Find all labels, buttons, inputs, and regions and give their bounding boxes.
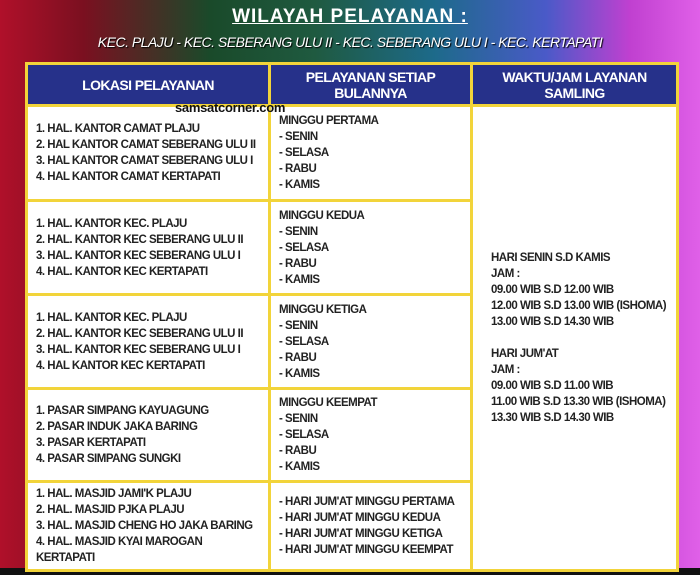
weekday-hours-line: 09.00 WIB S.D 12.00 WIB xyxy=(491,284,614,296)
schedule-item: - SELASA xyxy=(279,429,329,441)
schedule-item: - RABU xyxy=(279,163,317,175)
header-monthly-service: PELAYANAN SETIAP BULANNYA xyxy=(270,64,472,106)
location-item: 2. HAL. KANTOR KEC SEBERANG ULU II xyxy=(36,233,244,246)
schedule-item: - SELASA xyxy=(279,335,329,348)
weekday-hours-line: JAM : xyxy=(491,268,520,280)
location-item: 1. HAL. KANTOR CAMAT PLAJU xyxy=(36,123,200,135)
friday-hours-line: JAM : xyxy=(491,364,520,376)
header-location: LOKASI PELAYANAN xyxy=(27,64,270,106)
title-text: WILAYAH PELAYANAN : xyxy=(232,6,468,27)
location-item: 1. HAL. MASJID JAMI'K PLAJU xyxy=(36,488,192,500)
schedule-item: - SELASA xyxy=(279,147,329,159)
schedule-item: - KAMIS xyxy=(279,273,320,286)
schedule-item: MINGGU KETIGA xyxy=(279,303,367,316)
schedule-cell xyxy=(270,295,472,389)
location-item: 3. HAL. KANTOR KEC SEBERANG ULU I xyxy=(36,343,241,356)
watermark: samsatcorner.com xyxy=(175,100,286,115)
location-cell xyxy=(27,389,270,482)
weekday-hours-line: 12.00 WIB S.D 13.00 WIB (ISHOMA) xyxy=(491,300,667,312)
subtitle: KEC. PLAJU - KEC. SEBERANG ULU II - KEC. SEBERANG ULU I - KEC. KERTAPATI xyxy=(97,34,603,50)
schedule-item: - RABU xyxy=(279,257,317,270)
location-item: 1. HAL. KANTOR KEC. PLAJU xyxy=(36,311,187,324)
service-schedule-table xyxy=(25,62,679,572)
schedule-item: - HARI JUM'AT MINGGU PERTAMA xyxy=(279,496,455,508)
schedule-item: - KAMIS xyxy=(279,461,320,473)
schedule-item: - RABU xyxy=(279,445,317,457)
schedule-item: - HARI JUM'AT MINGGU KETIGA xyxy=(279,528,443,540)
schedule-item: - SELASA xyxy=(279,241,329,254)
location-item: 4. HAL KANTOR KEC KERTAPATI xyxy=(36,359,205,372)
schedule-cell xyxy=(270,201,472,295)
location-cell xyxy=(27,295,270,389)
location-cell xyxy=(27,106,270,201)
schedule-item: - KAMIS xyxy=(279,179,320,191)
schedule-item: - HARI JUM'AT MINGGU KEEMPAT xyxy=(279,544,454,556)
location-item: 1. HAL. KANTOR KEC. PLAJU xyxy=(36,217,187,230)
hours-gap xyxy=(491,330,668,346)
schedule-item: - SENIN xyxy=(279,225,318,238)
schedule-item: - RABU xyxy=(279,351,317,364)
friday-hours-line: HARI JUM'AT xyxy=(491,348,559,360)
friday-hours-line: 13.30 WIB S.D 14.30 WIB xyxy=(491,412,614,424)
friday-hours-line: 11.00 WIB S.D 13.30 WIB (ISHOMA) xyxy=(491,396,666,408)
location-item: 4. HAL KANTOR CAMAT KERTAPATI xyxy=(36,171,221,183)
service-hours-cell xyxy=(472,106,678,571)
header-service-hours: WAKTU/JAM LAYANAN SAMLING xyxy=(472,64,678,106)
location-item: 4. HAL. MASJID KYAI MAROGAN KERTAPATI xyxy=(36,536,203,564)
schedule-item: - SENIN xyxy=(279,413,318,425)
location-item: 3. HAL. MASJID CHENG HO JAKA BARING xyxy=(36,520,253,532)
weekday-hours-line: HARI SENIN S.D KAMIS xyxy=(491,252,611,264)
location-item: 1. PASAR SIMPANG KAYUAGUNG xyxy=(36,405,209,417)
friday-hours-line: 09.00 WIB S.D 11.00 WIB xyxy=(491,380,614,392)
schedule-cell xyxy=(270,106,472,201)
schedule-item: - KAMIS xyxy=(279,367,320,380)
location-item: 4. HAL. KANTOR KEC KERTAPATI xyxy=(36,265,208,278)
schedule-item: - HARI JUM'AT MINGGU KEDUA xyxy=(279,512,441,524)
schedule-item: - SENIN xyxy=(279,131,318,143)
schedule-cell xyxy=(270,389,472,482)
location-item: 3. HAL. KANTOR KEC SEBERANG ULU I xyxy=(36,249,241,262)
location-item: 2. PASAR INDUK JAKA BARING xyxy=(36,421,198,433)
location-cell xyxy=(27,201,270,295)
location-item: 4. PASAR SIMPANG SUNGKI xyxy=(36,453,181,465)
location-item: 3. PASAR KERTAPATI xyxy=(36,437,146,449)
location-item: 2. HAL. KANTOR KEC SEBERANG ULU II xyxy=(36,327,244,340)
location-item: 2. HAL KANTOR CAMAT SEBERANG ULU II xyxy=(36,139,256,151)
table-row xyxy=(27,106,678,201)
schedule-cell xyxy=(270,482,472,571)
location-cell xyxy=(27,482,270,571)
schedule-item: MINGGU KEDUA xyxy=(279,209,365,222)
location-item: 3. HAL KANTOR CAMAT SEBERANG ULU I xyxy=(36,155,253,167)
weekday-hours-line: 13.00 WIB S.D 14.30 WIB xyxy=(491,316,614,328)
schedule-item: MINGGU KEEMPAT xyxy=(279,397,377,409)
schedule-item: - SENIN xyxy=(279,319,318,332)
schedule-item: MINGGU PERTAMA xyxy=(279,115,379,127)
page-title xyxy=(0,6,700,28)
location-item: 2. HAL. MASJID PJKA PLAJU xyxy=(36,504,185,516)
